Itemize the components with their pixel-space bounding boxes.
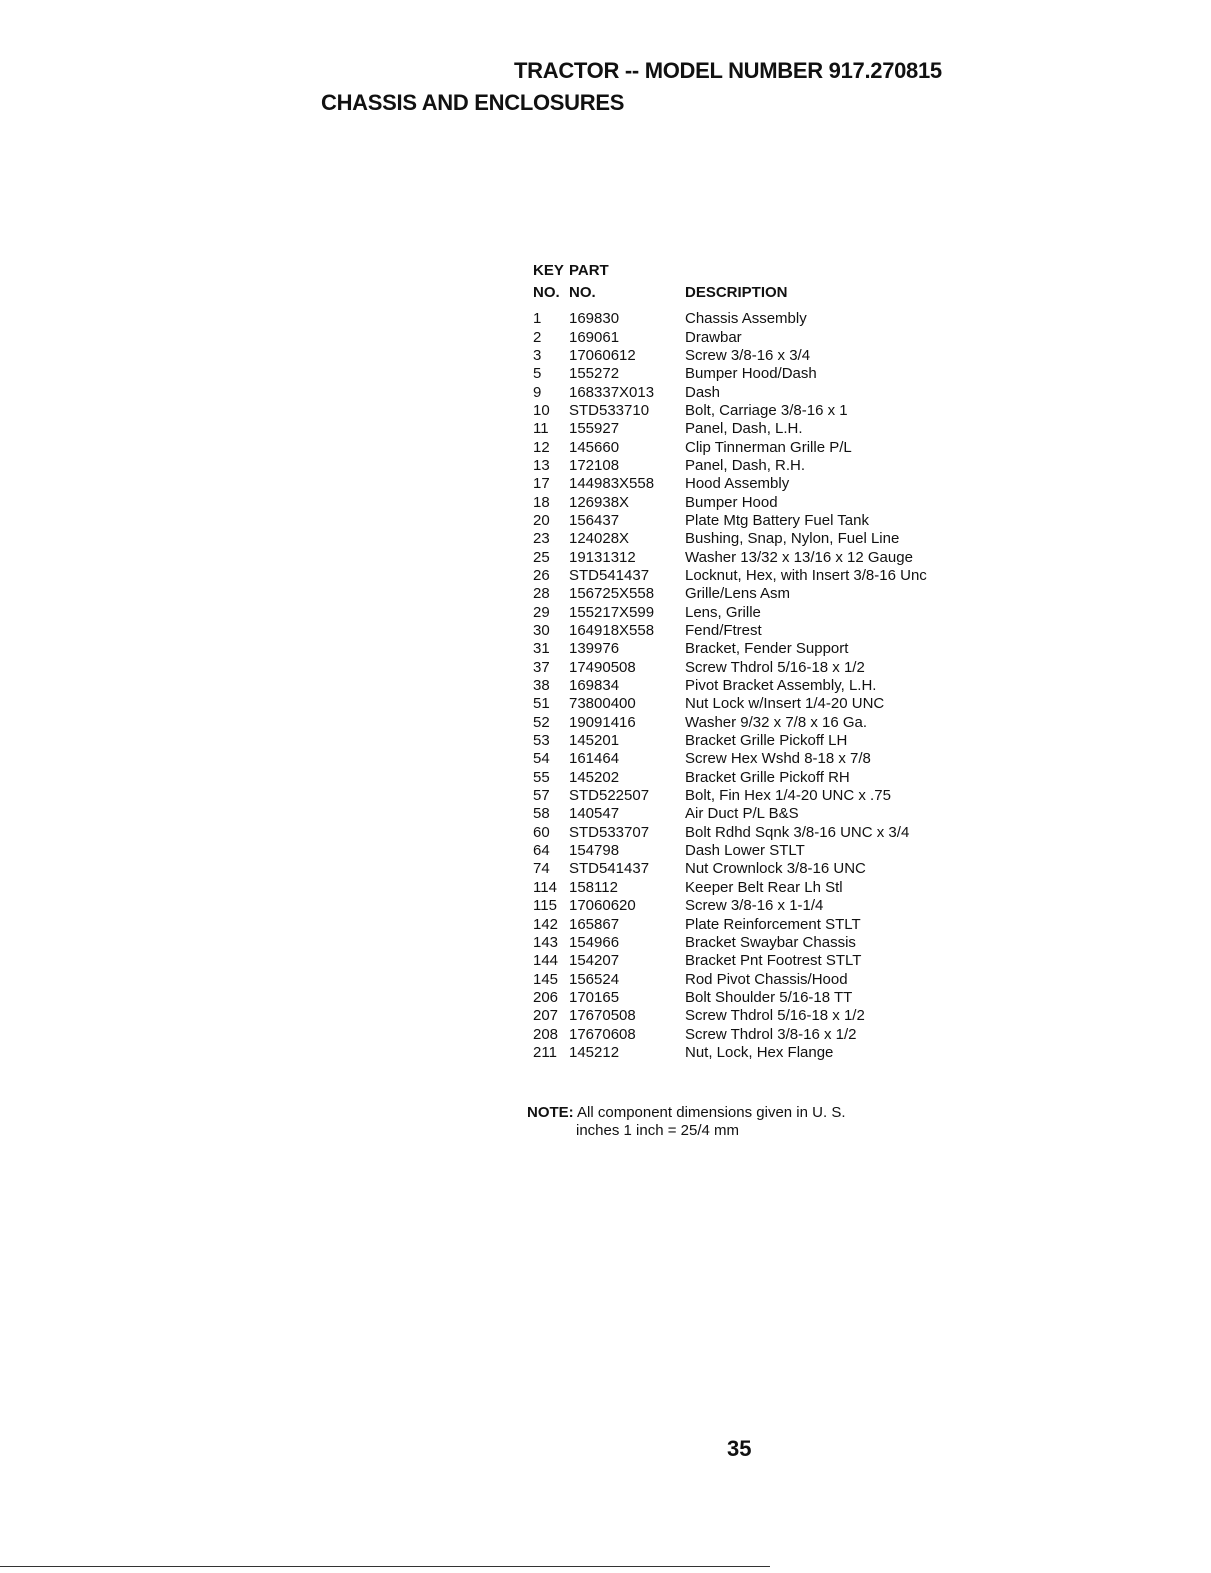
bottom-rule xyxy=(0,1566,770,1567)
description: Bushing, Snap, Nylon, Fuel Line xyxy=(685,530,900,548)
description: Bolt, Carriage 3/8-16 x 1 xyxy=(685,401,848,419)
table-row xyxy=(533,732,927,750)
table-row xyxy=(533,328,927,346)
parts-table xyxy=(533,262,927,1062)
table-row xyxy=(533,1044,927,1062)
table-row xyxy=(533,365,927,383)
part-no: 154966 xyxy=(569,933,620,951)
key-no: 17 xyxy=(533,475,550,493)
description: Bumper Hood xyxy=(685,493,778,511)
description: Washer 13/32 x 13/16 x 12 Gauge xyxy=(685,548,913,566)
description: Clip Tinnerman Grille P/L xyxy=(685,438,852,456)
description: Keeper Belt Rear Lh Stl xyxy=(685,878,843,896)
note-label: NOTE: xyxy=(527,1104,574,1121)
key-no: 64 xyxy=(533,842,550,860)
part-no: STD533707 xyxy=(569,823,650,841)
part-no: 161464 xyxy=(569,750,620,768)
description: Nut Crownlock 3/8-16 UNC xyxy=(685,860,866,878)
table-row xyxy=(533,695,927,713)
description: Dash xyxy=(685,383,721,401)
key-no: 18 xyxy=(533,493,550,511)
table-row xyxy=(533,622,927,640)
description: Bolt, Fin Hex 1/4-20 UNC x .75 xyxy=(685,787,891,805)
key-no: 53 xyxy=(533,732,550,750)
page-number: 35 xyxy=(727,1436,752,1461)
key-no: 208 xyxy=(533,1025,559,1043)
key-no: 144 xyxy=(533,952,559,970)
key-no: 13 xyxy=(533,456,550,474)
table-row xyxy=(533,512,927,530)
key-no: 51 xyxy=(533,695,550,713)
description: Bolt Shoulder 5/16-18 TT xyxy=(685,988,853,1006)
table-row xyxy=(533,457,927,475)
table-row xyxy=(533,640,927,658)
description: Air Duct P/L B&S xyxy=(685,805,799,823)
key-no: 20 xyxy=(533,511,550,529)
description: Bracket Grille Pickoff LH xyxy=(685,732,848,750)
part-no: 169830 xyxy=(569,310,620,328)
parts-table-header xyxy=(533,262,927,310)
part-no: 17060620 xyxy=(569,897,636,915)
key-no: 142 xyxy=(533,915,559,933)
table-row xyxy=(533,750,927,768)
part-no: 154207 xyxy=(569,952,620,970)
table-row xyxy=(533,897,927,915)
part-no: 145201 xyxy=(569,732,620,750)
key-no: 38 xyxy=(533,677,550,695)
key-no: 206 xyxy=(533,988,559,1006)
part-no: 156524 xyxy=(569,970,620,988)
note xyxy=(527,1104,947,1140)
part-no: 19091416 xyxy=(569,713,636,731)
key-no: 12 xyxy=(533,438,550,456)
table-row xyxy=(533,420,927,438)
part-no: 156437 xyxy=(569,511,620,529)
table-row xyxy=(533,567,927,585)
table-row xyxy=(533,438,927,456)
key-no: 2 xyxy=(533,328,542,346)
table-row xyxy=(533,310,927,328)
key-header-line2: NO. xyxy=(533,284,560,301)
table-row xyxy=(533,347,927,365)
part-no: STD522507 xyxy=(569,787,650,805)
table-row xyxy=(533,842,927,860)
page-title: TRACTOR -- MODEL NUMBER 917.270815 xyxy=(514,58,942,83)
part-no: 17060612 xyxy=(569,346,636,364)
description: Plate Mtg Battery Fuel Tank xyxy=(685,511,869,529)
key-header-line1: KEY xyxy=(533,262,564,279)
key-no: 58 xyxy=(533,805,550,823)
key-no: 143 xyxy=(533,933,559,951)
description: Pivot Bracket Assembly, L.H. xyxy=(685,677,877,695)
description: Bumper Hood/Dash xyxy=(685,365,817,383)
part-no: 19131312 xyxy=(569,548,636,566)
key-no: 10 xyxy=(533,401,550,419)
key-no: 114 xyxy=(533,878,557,896)
description: Locknut, Hex, with Insert 3/8-16 Unc xyxy=(685,566,927,584)
description: Bracket, Fender Support xyxy=(685,640,849,658)
table-row xyxy=(533,934,927,952)
part-no: 155217X599 xyxy=(569,603,655,621)
part-no: 155927 xyxy=(569,420,620,438)
key-no: 28 xyxy=(533,585,550,603)
table-row xyxy=(533,824,927,842)
part-no: 156725X558 xyxy=(569,585,655,603)
description: Screw Hex Wshd 8-18 x 7/8 xyxy=(685,750,871,768)
table-row xyxy=(533,989,927,1007)
description: Bracket Swaybar Chassis xyxy=(685,933,856,951)
table-row xyxy=(533,402,927,420)
key-no: 211 xyxy=(533,1043,557,1061)
description: Drawbar xyxy=(685,328,742,346)
part-no: 73800400 xyxy=(569,695,636,713)
description: Nut, Lock, Hex Flange xyxy=(685,1043,834,1061)
part-header-line2: NO. xyxy=(569,284,596,301)
description-header-spacer xyxy=(685,262,927,280)
part-no: 154798 xyxy=(569,842,620,860)
table-row xyxy=(533,548,927,566)
description: Fend/Ftrest xyxy=(685,622,762,640)
description: Bolt Rdhd Sqnk 3/8-16 UNC x 3/4 xyxy=(685,823,910,841)
key-no: 5 xyxy=(533,365,542,383)
key-no: 55 xyxy=(533,768,550,786)
section-title: CHASSIS AND ENCLOSURES xyxy=(321,90,625,115)
table-row xyxy=(533,493,927,511)
key-no: 115 xyxy=(533,897,557,915)
table-row xyxy=(533,659,927,677)
part-no: 168337X013 xyxy=(569,383,655,401)
table-row xyxy=(533,530,927,548)
description: Hood Assembly xyxy=(685,475,790,493)
description: Dash Lower STLT xyxy=(685,842,805,860)
table-row xyxy=(533,787,927,805)
key-no: 60 xyxy=(533,823,550,841)
part-no: 126938X xyxy=(569,493,630,511)
key-no: 37 xyxy=(533,658,550,676)
part-no: 144983X558 xyxy=(569,475,655,493)
part-no: 145212 xyxy=(569,1043,620,1061)
part-no: 140547 xyxy=(569,805,620,823)
key-no: 9 xyxy=(533,383,542,401)
table-row xyxy=(533,714,927,732)
part-no: 17670508 xyxy=(569,1007,636,1025)
note-line2: inches 1 inch = 25/4 mm xyxy=(576,1122,740,1139)
part-header-line1: PART xyxy=(569,262,609,279)
description: Plate Reinforcement STLT xyxy=(685,915,861,933)
part-no: 169061 xyxy=(569,328,620,346)
description: Grille/Lens Asm xyxy=(685,585,791,603)
table-row xyxy=(533,769,927,787)
table-row xyxy=(533,952,927,970)
key-no: 1 xyxy=(533,310,542,328)
key-no: 26 xyxy=(533,566,550,584)
parts-table-body xyxy=(533,310,927,1062)
part-no: STD533710 xyxy=(569,401,650,419)
part-no: 139976 xyxy=(569,640,620,658)
part-no: 164918X558 xyxy=(569,622,655,640)
part-no: 17670608 xyxy=(569,1025,636,1043)
description: Screw Thdrol 3/8-16 x 1/2 xyxy=(685,1025,857,1043)
description: Screw Thdrol 5/16-18 x 1/2 xyxy=(685,658,865,676)
note-line1: All component dimensions given in U. S. xyxy=(577,1104,846,1121)
key-no: 30 xyxy=(533,622,550,640)
part-no: 155272 xyxy=(569,365,620,383)
key-no: 52 xyxy=(533,713,550,731)
part-no: 145202 xyxy=(569,768,620,786)
description: Screw 3/8-16 x 1-1/4 xyxy=(685,897,824,915)
description-header: DESCRIPTION xyxy=(685,284,788,301)
key-no: 54 xyxy=(533,750,550,768)
part-no: 170165 xyxy=(569,988,620,1006)
part-no: 158112 xyxy=(569,878,618,896)
description: Chassis Assembly xyxy=(685,310,807,328)
description: Nut Lock w/Insert 1/4-20 UNC xyxy=(685,695,885,713)
description: Screw Thdrol 5/16-18 x 1/2 xyxy=(685,1007,865,1025)
table-row xyxy=(533,879,927,897)
description: Bracket Grille Pickoff RH xyxy=(685,768,850,786)
part-no: 124028X xyxy=(569,530,630,548)
table-row xyxy=(533,1025,927,1043)
part-no: 17490508 xyxy=(569,658,636,676)
part-no: 165867 xyxy=(569,915,620,933)
description: Rod Pivot Chassis/Hood xyxy=(685,970,848,988)
table-row xyxy=(533,383,927,401)
part-no: 172108 xyxy=(569,456,620,474)
description: Bracket Pnt Footrest STLT xyxy=(685,952,862,970)
header-row-1 xyxy=(533,262,927,280)
table-row xyxy=(533,915,927,933)
table-row xyxy=(533,805,927,823)
header-row-2 xyxy=(533,280,927,310)
key-no: 57 xyxy=(533,787,550,805)
table-row xyxy=(533,604,927,622)
key-no: 23 xyxy=(533,530,550,548)
key-no: 74 xyxy=(533,860,550,878)
description: Panel, Dash, R.H. xyxy=(685,456,806,474)
key-no: 207 xyxy=(533,1007,559,1025)
part-no: STD541437 xyxy=(569,860,650,878)
key-no: 29 xyxy=(533,603,550,621)
part-no: 145660 xyxy=(569,438,620,456)
key-no: 3 xyxy=(533,346,542,364)
description: Lens, Grille xyxy=(685,603,761,621)
key-no: 31 xyxy=(533,640,550,658)
description: Washer 9/32 x 7/8 x 16 Ga. xyxy=(685,713,868,731)
description: Screw 3/8-16 x 3/4 xyxy=(685,346,811,364)
key-no: 25 xyxy=(533,548,550,566)
table-row xyxy=(533,585,927,603)
part-no: STD541437 xyxy=(569,566,650,584)
key-no: 145 xyxy=(533,970,559,988)
part-no: 169834 xyxy=(569,677,620,695)
table-row xyxy=(533,475,927,493)
description: Panel, Dash, L.H. xyxy=(685,420,803,438)
table-row xyxy=(533,677,927,695)
table-row xyxy=(533,860,927,878)
table-row xyxy=(533,1007,927,1025)
key-no: 11 xyxy=(533,420,549,438)
table-row xyxy=(533,970,927,988)
